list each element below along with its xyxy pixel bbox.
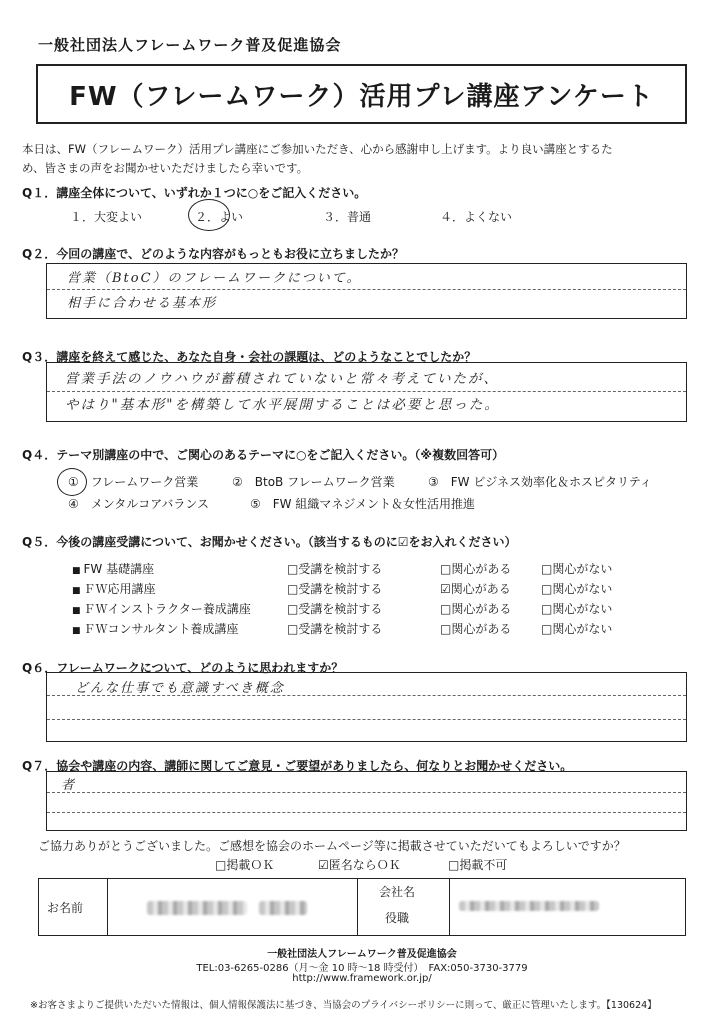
consent-option-no[interactable]: □掲載不可 (448, 858, 508, 872)
footer-contact: TEL:03-6265-0286（月〜金 10 時〜18 時受付） FAX:050-3730-3779 (196, 963, 528, 974)
intro-line-2: め、皆さまの声をお聞かせいただけましたら幸いです。 (22, 161, 309, 175)
q4-option-3[interactable]: ③ FW ビジネス効率化＆ホスピタリティ (428, 475, 652, 489)
q2-answer-line-2: 相手に合わせる基本形 (67, 296, 218, 311)
q6-label: Q６．フレームワークについて、どのように思われますか？ (22, 661, 344, 675)
q4-label: Q４．テーマ別講座の中で、ご関心のあるテーマに○をご記入ください。（※複数回答可） (22, 448, 505, 462)
q4-selection-circle (57, 468, 87, 496)
q4-option-4[interactable]: ④ メンタルコアバランス (68, 497, 209, 511)
q7-label: Q７．協会や講座の内容、講師に関してご意見・ご要望がありましたら、何なりとお聞かせください。 (22, 759, 573, 773)
q5-row-4-consider[interactable]: □受講を検討する (287, 622, 383, 636)
q5-row-2-name: ■ ＦＷ応用講座 (72, 580, 156, 597)
q2-answer-line-1: 営業（BtoC）のフレームワークについて。 (67, 271, 362, 286)
q5-row-2-interested[interactable]: ☑関心がある (440, 582, 511, 596)
q5-row-2-consider[interactable]: □受講を検討する (287, 582, 383, 596)
q1-selection-circle (188, 199, 230, 231)
q5-row-1-not-interested[interactable]: □関心がない (541, 562, 613, 576)
footer-url[interactable]: http://www.framework.or.jp/ (292, 973, 432, 984)
q5-row-2-not-interested[interactable]: □関心がない (541, 582, 613, 596)
organization-name: 一般社団法人フレームワーク普及促進協会 (38, 36, 342, 54)
q1-option-1[interactable]: １．大変よい (70, 210, 143, 224)
q5-row-3-not-interested[interactable]: □関心がない (541, 602, 613, 616)
q4-option-5[interactable]: ⑤ FW 組織マネジメント＆女性活用推進 (250, 497, 475, 511)
company-redacted (459, 901, 599, 911)
q5-row-1-interested[interactable]: □関心がある (440, 562, 512, 576)
q7-answer-box[interactable] (46, 771, 687, 831)
q5-row-3-consider[interactable]: □受講を検討する (287, 602, 383, 616)
q5-label: Q５．今後の講座受講について、お聞かせください。（該当するものに☑をお入れください） (22, 535, 517, 549)
survey-title: FW（フレームワーク）活用プレ講座アンケート (36, 64, 687, 124)
q3-label: Q３．講座を終えて感じた、あなた自身・会社の課題は、どのようなことでしたか？ (22, 350, 477, 364)
intro-line-1: 本日は、FW（フレームワーク）活用プレ講座にご参加いただき、心から感謝申し上げます。より良い講座とするた (22, 142, 613, 156)
q4-option-2[interactable]: ② BtoB フレームワーク営業 (232, 475, 395, 489)
q5-row-4-name: ■ ＦＷコンサルタント養成講座 (72, 620, 238, 637)
consent-option-ok[interactable]: □掲載ＯＫ (215, 858, 275, 872)
q6-answer-line-1: どんな仕事でも意識すべき概念 (75, 681, 285, 696)
q2-answer-box[interactable] (46, 263, 687, 319)
q3-answer-line-2: やはり"基本形"を構築して水平展開することは必要と思った。 (65, 397, 500, 413)
name-label: お名前 (47, 901, 84, 915)
privacy-note: ※お客さまよりご提供いただいた情報は、個人情報保護法に基づき、当協会のプライバシーポリシーに則って、厳正に管理いたします。【130624】 (30, 1000, 657, 1011)
q5-row-4-not-interested[interactable]: □関心がない (541, 622, 613, 636)
q5-row-1-consider[interactable]: □受講を検討する (287, 562, 383, 576)
intro-text (22, 140, 702, 178)
name-redacted-2 (259, 901, 307, 915)
company-label: 会社名 (379, 885, 416, 899)
consent-question: ご協力ありがとうございました。ご感想を協会のホームページ等に掲載させていただいてもよろしいですか？ (38, 839, 626, 853)
position-label: 役職 (385, 911, 410, 925)
consent-option-anonymous[interactable]: ☑匿名ならＯＫ (318, 858, 401, 872)
q2-label: Q２．今回の講座で、どのような内容がもっともお役に立ちましたか？ (22, 247, 404, 261)
q5-row-1-name: ■ FW 基礎講座 (72, 560, 154, 577)
q1-option-3[interactable]: ３．普通 (323, 210, 372, 224)
q5-row-4-interested[interactable]: □関心がある (440, 622, 512, 636)
q5-row-3-name: ■ ＦＷインストラクター養成講座 (72, 600, 251, 617)
q1-option-2[interactable]: ２．よい (195, 210, 244, 224)
q3-answer-box[interactable] (46, 362, 687, 422)
q3-answer-line-1: 営業手法のノウハウが蓄積されていないと常々考えていたが、 (65, 371, 499, 387)
footer-org: 一般社団法人フレームワーク普及促進協会 (267, 949, 457, 960)
q1-label: Q１．講座全体について、いずれか１つに○をご記入ください。 (22, 186, 367, 200)
name-redacted (147, 901, 247, 915)
q7-answer-line-1: 者 (61, 778, 77, 793)
q4-option-1[interactable]: ① フレームワーク営業 (68, 475, 199, 489)
q6-answer-box[interactable] (46, 672, 687, 742)
q1-option-4[interactable]: ４．よくない (440, 210, 513, 224)
signature-box (38, 878, 686, 936)
q5-row-3-interested[interactable]: □関心がある (440, 602, 512, 616)
